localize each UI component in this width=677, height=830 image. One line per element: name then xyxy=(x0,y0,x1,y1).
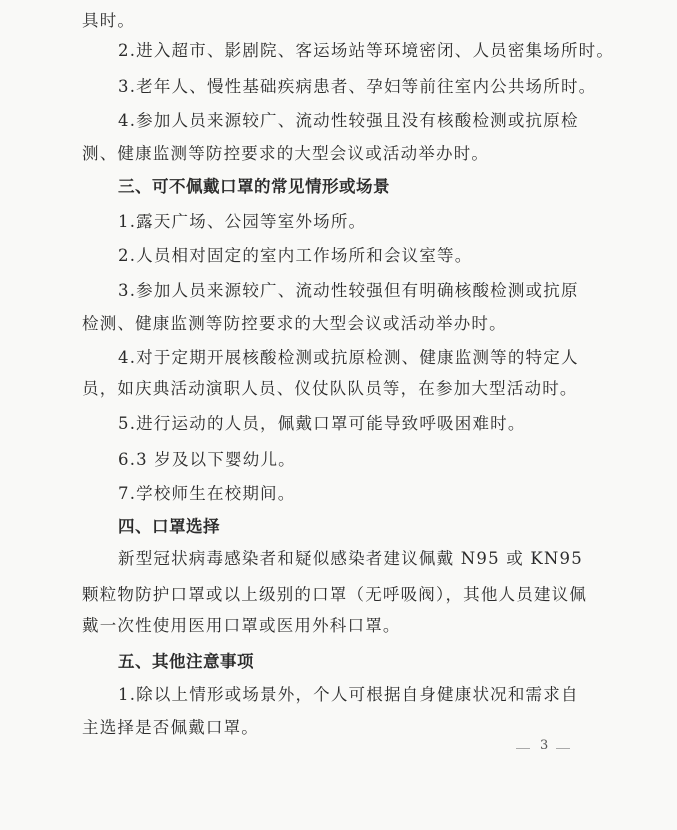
text-line-18: 颗粒物防护口罩或以上级别的口罩（无呼吸阀），其他人员建议佩 xyxy=(82,585,588,604)
section-heading-3: 三、可不佩戴口罩的常见情形或场景 xyxy=(118,177,390,196)
text-line-15: 7.学校师生在校期间。 xyxy=(118,484,296,503)
text-line-9: 3.参加人员来源较广、流动性较强但有明确核酸检测或抗原 xyxy=(118,281,579,300)
text-line-13: 5.进行运动的人员，佩戴口罩可能导致呼吸困难时。 xyxy=(118,414,526,433)
page-number: 3 xyxy=(540,738,549,753)
text-line-8: 2.人员相对固定的室内工作场所和会议室等。 xyxy=(118,246,473,265)
text-line-5: 测、健康监测等防控要求的大型会议或活动举办时。 xyxy=(82,144,490,163)
text-line-17: 新型冠状病毒感染者和疑似感染者建议佩戴 N95 或 KN95 xyxy=(118,549,583,568)
text-line-1: 具时。 xyxy=(82,11,136,30)
text-line-22: 主选择是否佩戴口罩。 xyxy=(82,718,259,737)
section-heading-5: 五、其他注意事项 xyxy=(118,652,254,671)
text-line-7: 1.露天广场、公园等室外场所。 xyxy=(118,212,367,231)
text-line-11: 4.对于定期开展核酸检测或抗原检测、健康监测等的特定人 xyxy=(118,348,579,367)
text-line-3: 3.老年人、慢性基础疾病患者、孕妇等前往室内公共场所时。 xyxy=(118,77,597,96)
text-line-4: 4.参加人员来源较广、流动性较强且没有核酸检测或抗原检 xyxy=(118,111,579,130)
text-line-14: 6.3 岁及以下婴幼儿。 xyxy=(118,450,296,469)
text-line-21: 1.除以上情形或场景外，个人可根据自身健康状况和需求自 xyxy=(118,685,579,704)
text-line-2: 2.进入超市、影剧院、客运场站等环境密闭、人员密集场所时。 xyxy=(118,41,615,60)
page-number-dash-right xyxy=(556,748,570,749)
text-line-19: 戴一次性使用医用口罩或医用外科口罩。 xyxy=(82,616,401,635)
section-heading-4: 四、口罩选择 xyxy=(118,517,220,536)
page-number-dash-left xyxy=(516,748,530,749)
text-line-10: 检测、健康监测等防控要求的大型会议或活动举办时。 xyxy=(82,314,507,333)
text-line-12: 员，如庆典活动演职人员、仪仗队队员等，在参加大型活动时。 xyxy=(82,379,578,398)
